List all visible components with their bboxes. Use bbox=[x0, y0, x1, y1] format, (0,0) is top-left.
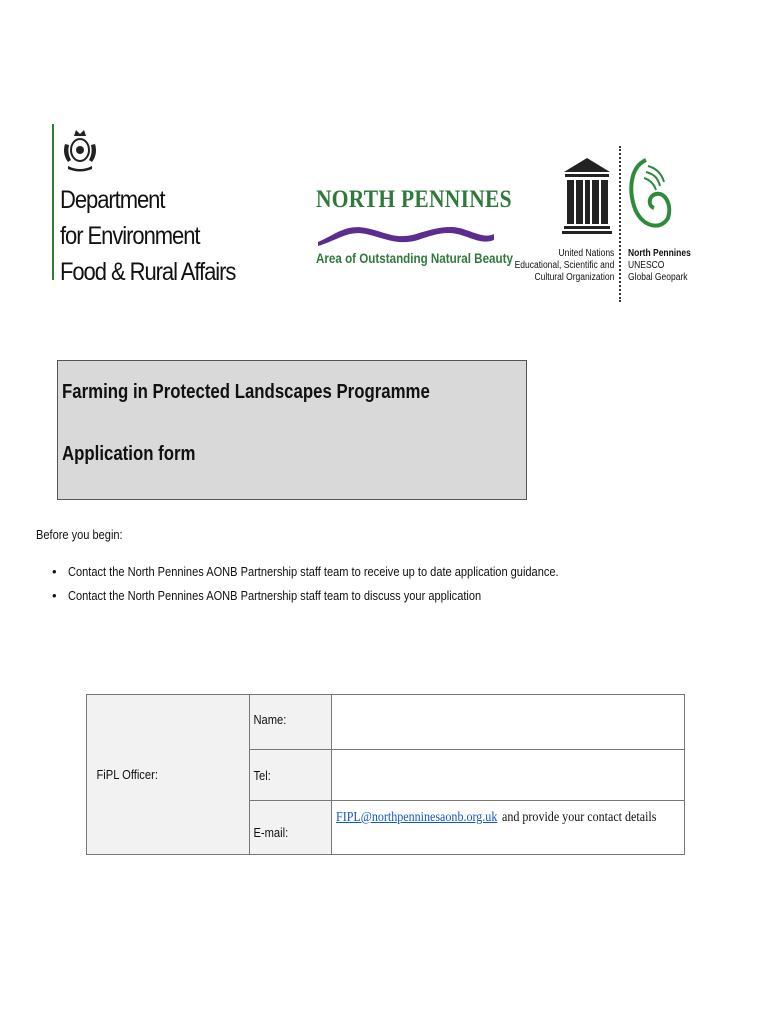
defra-line-2: for Environment bbox=[60, 222, 200, 250]
unesco-org-text bbox=[514, 248, 614, 284]
officer-group-cell bbox=[87, 695, 250, 855]
bullet-text: Contact the North Pennines AONB Partnership staff team to receive up to date application guidance. bbox=[68, 564, 559, 579]
bullet-icon: • bbox=[52, 564, 57, 579]
unesco-geopark-logo bbox=[514, 146, 730, 306]
geopark-line-1: North Pennines bbox=[628, 248, 691, 259]
defra-wordmark bbox=[60, 182, 235, 290]
email-label-cell bbox=[250, 801, 332, 855]
name-label: Name: bbox=[253, 711, 287, 727]
unesco-org-line-2: Educational, Scientific and bbox=[514, 260, 614, 271]
name-value-cell[interactable] bbox=[332, 695, 685, 750]
geopark-swirl-icon bbox=[626, 156, 672, 236]
defra-line-3: Food & Rural Affairs bbox=[60, 258, 236, 286]
intro-bullet-list bbox=[52, 563, 645, 611]
unesco-org-line-3: Cultural Organization bbox=[534, 272, 614, 283]
royal-crest-icon bbox=[60, 126, 100, 172]
unesco-divider bbox=[619, 146, 623, 302]
tel-label: Tel: bbox=[253, 767, 271, 783]
form-title: Application form bbox=[62, 443, 196, 465]
unesco-org-line-1: United Nations bbox=[558, 248, 614, 259]
email-label: E-mail: bbox=[253, 825, 289, 840]
programme-title: Farming in Protected Landscapes Programme bbox=[62, 381, 430, 403]
np-logo-title: NORTH PENNINES bbox=[316, 186, 512, 213]
unesco-temple-icon bbox=[562, 156, 612, 236]
form-title-box bbox=[57, 360, 527, 500]
fipl-officer-table bbox=[86, 694, 685, 855]
email-link[interactable]: FIPL@northpenninesaonb.org.uk bbox=[336, 810, 498, 825]
table-row bbox=[87, 695, 685, 750]
bullet-icon: • bbox=[52, 588, 57, 603]
np-wave-icon bbox=[316, 220, 496, 246]
defra-line-1: Department bbox=[60, 186, 165, 214]
geopark-line-2: UNESCO bbox=[628, 260, 665, 271]
name-label-cell bbox=[250, 695, 332, 750]
list-item bbox=[52, 563, 645, 587]
bullet-text: Contact the North Pennines AONB Partnership staff team to discuss your application bbox=[68, 588, 482, 603]
tel-label-cell bbox=[250, 750, 332, 801]
list-item bbox=[52, 587, 645, 611]
defra-logo bbox=[52, 124, 242, 284]
geopark-line-3: Global Geopark bbox=[628, 272, 688, 283]
email-suffix-text: and provide your contact details bbox=[501, 810, 657, 825]
email-value-cell bbox=[332, 801, 685, 855]
north-pennines-aonb-logo bbox=[312, 186, 513, 286]
geopark-text bbox=[628, 248, 691, 284]
intro-heading: Before you begin: bbox=[36, 527, 123, 542]
tel-value-cell[interactable] bbox=[332, 750, 685, 801]
np-logo-subtitle: Area of Outstanding Natural Beauty bbox=[316, 250, 513, 266]
defra-rule bbox=[52, 124, 54, 280]
officer-group-label: FiPL Officer: bbox=[96, 767, 158, 782]
